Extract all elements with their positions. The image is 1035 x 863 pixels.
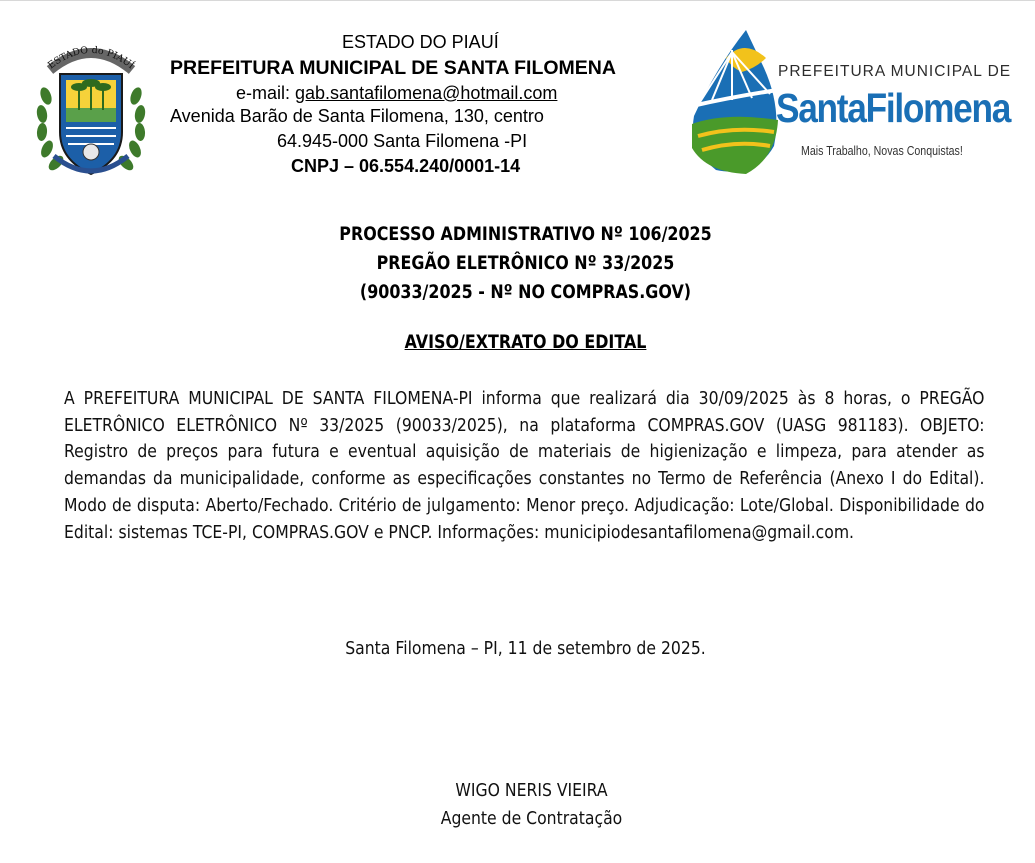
header-email-line <box>236 83 557 104</box>
header-prefecture: PREFEITURA MUNICIPAL DE SANTA FILOMENA <box>170 57 616 79</box>
pregao-number: PREGÃO ELETRÔNICO Nº 33/2025 <box>376 253 675 274</box>
header-cnpj: CNPJ – 06.554.240/0001-14 <box>291 156 521 176</box>
email-link[interactable]: gab.santafilomena@hotmail.com <box>295 83 558 103</box>
header-cep: 64.945-000 Santa Filomena -PI <box>277 131 528 151</box>
header-state: ESTADO DO PIAUÍ <box>342 32 499 52</box>
signer-role: Agente de Contratação <box>440 808 623 829</box>
header-address: Avenida Barão de Santa Filomena, 130, centro <box>170 106 544 126</box>
coat-of-arms-icon <box>32 36 150 182</box>
notice-body: A PREFEITURA MUNICIPAL DE SANTA FILOMENA-PI informa que realizará dia 30/09/2025 às 8 horas, o PREGÃO ELETRÔNICO ELETRÔNICO Nº 33/2025 (90033/2025), na plataforma COMPRAS.GOV (UASG 981183). OBJETO: Registro de preços para futura e eventual aquisição de materiais de higienização e limpeza, para atender as demandas da municipalidade, conforme as especificações constantes no Termo de Referência (Anexo I do Edital). Modo de disputa: Aberto/Fechado. Critério de julgamento: Menor preço. Adjudicação: Lote/Global. Disponibilidade do Edital: sistemas TCE-PI, COMPRAS.GOV e PNCP. Informações: municipiodesantafilomena@gmail.com. <box>64 388 985 543</box>
logo-slogan: Mais Trabalho, Novas Conquistas! <box>801 144 963 158</box>
place-date: Santa Filomena – PI, 11 de setembro de 2025. <box>345 638 706 659</box>
logo-name: SantaFilomena <box>776 85 1011 131</box>
aviso-heading: AVISO/EXTRATO DO EDITAL <box>404 332 647 353</box>
svg-text:ESTADO do PIAUÍ: ESTADO do PIAUÍ <box>45 44 137 72</box>
signer-name: WIGO NERIS VIEIRA <box>455 780 608 801</box>
compras-number: (90033/2025 - Nº NO COMPRAS.GOV) <box>359 282 692 303</box>
top-border <box>0 0 1035 1</box>
process-number: PROCESSO ADMINISTRATIVO Nº 106/2025 <box>339 224 712 245</box>
email-label: e-mail: <box>236 83 296 103</box>
logo-top-text: PREFEITURA MUNICIPAL DE <box>778 63 1012 80</box>
